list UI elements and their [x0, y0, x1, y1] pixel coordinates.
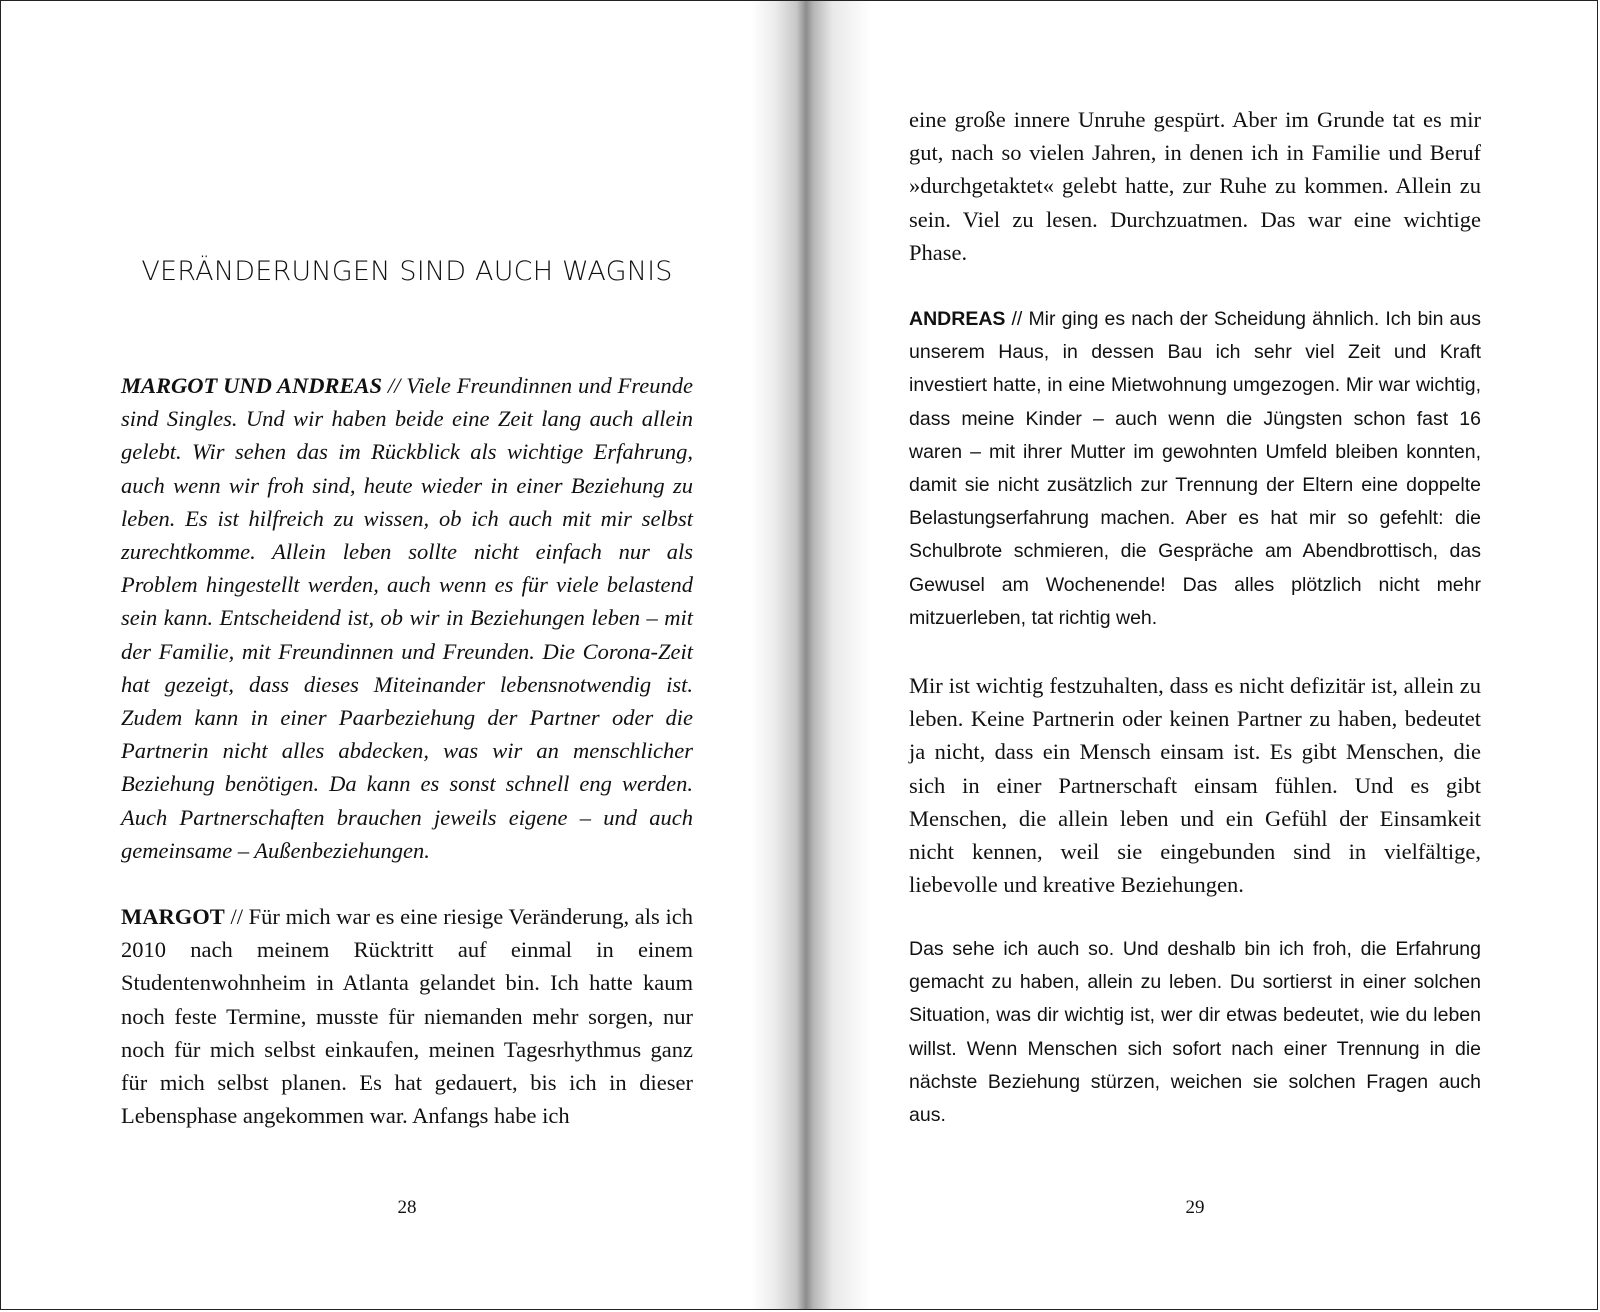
speaker-label: MARGOT [121, 904, 225, 929]
paragraph-andreas [909, 303, 1481, 635]
right-page [909, 1, 1481, 1311]
left-page [121, 1, 693, 1311]
paragraph-text: Für mich war es eine riesige Veränderung, als ich 2010 nach meinem Rücktritt auf einmal in einem Studentenwohnheim in Atlanta gelandet bin. Ich hatte kaum noch feste Termine, musste für niemanden mehr sorgen, nur noch für mich selbst einkaufen, meinen Tagesrhythmus ganz für mich selbst planen. Es hat gedauert, bis ich in dieser Lebensphase angekommen war. Anfangs habe ich [121, 904, 693, 1129]
page-number: 29 [1185, 1197, 1205, 1218]
paragraph-text: Mir ging es nach der Scheidung ähnlich. Ich bin aus unserem Haus, in dessen Bau ich sehr viel Zeit und Kraft investiert hatte, in eine Mietwohnung umgezogen. Mir war wichtig, dass meine Kinder – auch wenn die Jüngsten schon fast 16 waren – mit ihrer Mutter im gewohnten Umfeld bleiben konnten, damit sie nicht zusätzlich zur Trennung der Eltern eine doppelte Belastungserfahrung machen. Aber es hat mir so gefehlt: die Schulbrote schmieren, die Gespräche am Abendbrottisch, das Gewusel am Wochenende! Das alles plötzlich nicht mehr mitzuerleben, tat richtig weh. [909, 308, 1482, 629]
paragraph-text: eine große innere Unruhe gespürt. Aber im Grunde tat es mir gut, nach so vielen Jahren, in denen ich in Familie und Beruf »durchgetaktet« gelebt hatte, zur Ruhe zu kommen. Allein zu sein. Viel zu lesen. Durchzuatmen. Das war eine wichtige Phase. [909, 107, 1481, 265]
speaker-label: ANDREAS [909, 308, 1006, 330]
paragraph-text: Viele Freundinnen und Freunde sind Singles. Und wir haben beide eine Zeit lang auch allein gelebt. Wir sehen das im Rückblick als wichtige Erfahrung, auch wenn wir froh sind, heute wieder in einer Beziehung zu leben. Es ist hilfreich zu wissen, ob ich auch mit mir selbst zurechtkomme. Allein leben sollte nicht einfach nur als Problem hingestellt werden, auch wenn es für viele belastend sein kann. Entscheidend ist, ob wir in Beziehungen leben – mit der Familie, mit Freundinnen und Freunden. Die Corona-Zeit hat gezeigt, dass dieses Miteinander lebensnotwendig ist. Zudem kann in einer Paarbeziehung der Partner oder die Partnerin nicht alles abdecken, was wir an menschlicher Beziehung benötigen. Da kann es sonst schnell eng werden. Auch Partnerschaften brauchen jeweils eigene – und auch gemeinsame – Außenbeziehungen. [121, 373, 693, 863]
speaker-separator: // [1005, 308, 1029, 330]
speaker-label: MARGOT UND ANDREAS [121, 373, 382, 398]
chapter-title: VERÄNDERUNGEN SIND AUCH WAGNIS [141, 256, 673, 287]
page-number: 28 [397, 1197, 417, 1218]
paragraph-margot [121, 900, 693, 1132]
speaker-separator: // [381, 373, 407, 398]
paragraph-text: Mir ist wichtig festzuhalten, dass es nicht defizitär ist, allein zu leben. Keine Partnerin oder keinen Partner zu haben, bedeutet ja nicht, dass ein Mensch einsam ist. Es gibt Menschen, die sich in einer Partnerschaft einsam fühlen. Und es gibt Menschen, die allein leben und ein Gefühl der Einsamkeit nicht kennen, weil sie eingebunden sind in vielfältige, liebevolle und kreative Beziehungen. [909, 673, 1481, 898]
paragraph-margot-reply [909, 669, 1481, 901]
book-gutter-shadow [751, 1, 871, 1309]
paragraph-andreas-reply [909, 933, 1481, 1132]
speaker-separator: // [224, 904, 249, 929]
paragraph-text: Das sehe ich auch so. Und deshalb bin ich froh, die Erfahrung gemacht zu haben, allein zu leben. Du sortierst in einer solchen Situation, was dir wichtig ist, wer dir etwas bedeutet, wie du leben willst. Wenn Menschen sich sofort nach einer Trennung in die nächste Beziehung stürzen, weichen sie solchen Fragen auch aus. [909, 938, 1481, 1127]
paragraph-margot-continued [909, 103, 1481, 269]
paragraph-margot-und-andreas [121, 369, 693, 867]
